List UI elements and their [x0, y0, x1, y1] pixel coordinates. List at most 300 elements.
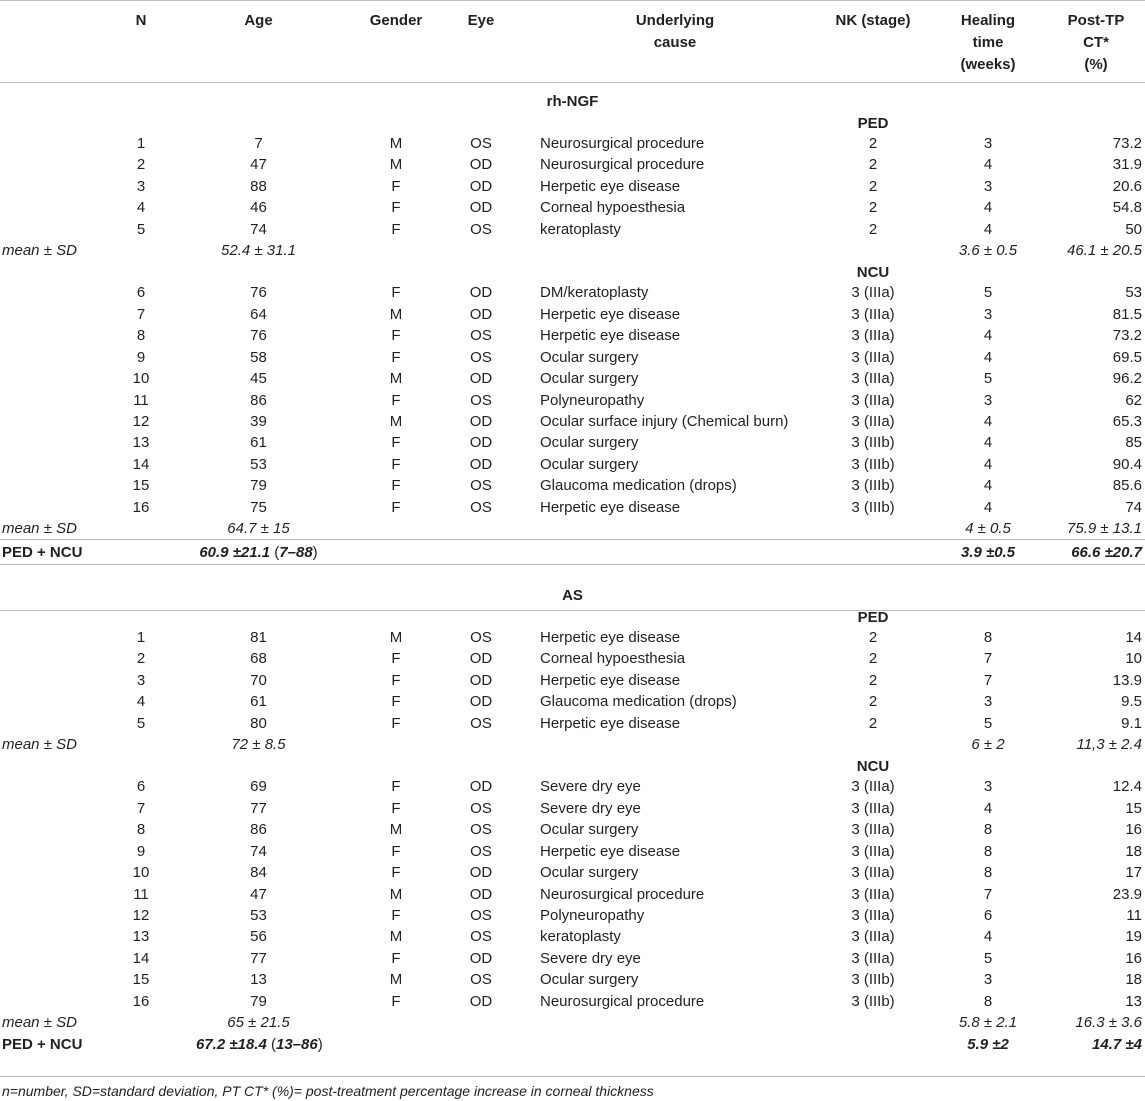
- cell-eye: OD: [469, 370, 493, 388]
- mean-healing-time: 5.8 ± 2.1: [958, 1014, 1018, 1032]
- table-row: [0, 133, 1145, 154]
- cell-age: 13: [250, 971, 267, 989]
- mean-age: 72 ± 8.5: [231, 736, 286, 754]
- cell-gender: F: [391, 199, 401, 217]
- cell-n: 10: [132, 370, 150, 388]
- cell-age: 45: [250, 370, 267, 388]
- cell-heal: 3: [983, 778, 993, 796]
- cell-nk: 3 (IIIa): [851, 412, 895, 430]
- header-eye: Eye: [467, 12, 495, 29]
- cell-n: 13: [132, 928, 150, 946]
- mean-post-tp-ct: 75.9 ± 13.1: [1067, 520, 1142, 538]
- cell-cause: Polyneuropathy: [540, 906, 645, 924]
- total-age-mean: 60.9: [199, 544, 229, 562]
- cell-eye: OD: [469, 693, 493, 711]
- cell-heal: 4: [983, 434, 993, 452]
- cell-n: 4: [136, 199, 146, 217]
- table-row: [0, 948, 1145, 969]
- cell-gender: F: [391, 714, 401, 732]
- cell-cause: Ocular surgery: [540, 864, 639, 882]
- total-post-mean: 14.7: [1092, 1036, 1122, 1054]
- total-post-tp-ct: [1050, 542, 1142, 563]
- cell-n: 13: [132, 434, 150, 452]
- cell-heal: 8: [983, 864, 993, 882]
- cell-gender: M: [389, 971, 403, 989]
- table-row: [0, 862, 1145, 883]
- cell-cause: Ocular surgery: [540, 455, 639, 473]
- cell-age: 81: [250, 629, 267, 646]
- cell-cause: Severe dry eye: [540, 949, 641, 967]
- total-age-range: 13–86: [275, 1036, 318, 1054]
- cell-eye: OS: [470, 391, 492, 409]
- mean-sd-label: mean ± SD: [2, 520, 77, 538]
- total-healing-time: [944, 542, 1032, 563]
- table-row: [0, 282, 1145, 303]
- cell-age: 64: [250, 305, 267, 323]
- mean-post-tp-ct: 11,3 ± 2.4: [1076, 736, 1142, 754]
- cell-eye: OS: [470, 821, 492, 839]
- mean-sd-label: mean ± SD: [2, 242, 77, 260]
- table-row: [0, 670, 1145, 691]
- cell-gender: F: [391, 778, 401, 796]
- cell-heal: 7: [983, 885, 993, 903]
- table-row: [0, 819, 1145, 840]
- cell-eye: OS: [470, 629, 492, 646]
- cell-gender: F: [391, 348, 401, 366]
- cell-nk: 3 (IIIa): [851, 327, 895, 345]
- cell-cause: Herpetic eye disease: [540, 671, 681, 689]
- section-heading: PED: [857, 115, 889, 132]
- cell-n: 8: [136, 821, 146, 839]
- table-row: [0, 411, 1145, 432]
- cell-n: 3: [136, 671, 146, 689]
- cell-cause: Ocular surface injury (Chemical burn): [540, 412, 789, 430]
- section-heading: NCU: [856, 264, 890, 282]
- cell-heal: 3: [983, 971, 993, 989]
- cell-post: 73.2: [1112, 327, 1142, 345]
- cell-gender: F: [391, 864, 401, 882]
- cell-gender: M: [389, 928, 403, 946]
- cell-age: 70: [250, 671, 267, 689]
- total-age-range: 7–88: [279, 544, 313, 562]
- table-row: [0, 776, 1145, 797]
- cell-nk: 3 (IIIa): [851, 949, 895, 967]
- cell-heal: 5: [983, 284, 993, 302]
- total-row: [0, 542, 1145, 563]
- cell-n: 11: [133, 885, 149, 903]
- cell-age: 61: [250, 693, 267, 711]
- cell-age: 79: [250, 992, 267, 1010]
- cell-post: 53: [1125, 284, 1142, 302]
- mean-age: 64.7 ± 15: [227, 520, 290, 538]
- cell-eye: OD: [469, 177, 493, 195]
- cell-cause: Neurosurgical procedure: [540, 992, 705, 1010]
- cell-age: 58: [250, 348, 267, 366]
- cell-heal: 4: [983, 327, 993, 345]
- table-row: [0, 841, 1145, 862]
- cell-cause: Severe dry eye: [540, 799, 641, 817]
- total-post-sd: ±4: [1125, 1036, 1142, 1054]
- cell-gender: M: [389, 305, 403, 323]
- cell-heal: 4: [983, 199, 993, 217]
- cell-nk: 3 (IIIb): [851, 498, 895, 516]
- cell-post: 74: [1125, 498, 1142, 516]
- section-heading: PED: [857, 609, 889, 626]
- cell-post: 81.5: [1112, 305, 1142, 323]
- cell-n: 16: [132, 498, 150, 516]
- cell-nk: 3 (IIIa): [851, 284, 895, 302]
- cell-cause: Herpetic eye disease: [540, 177, 681, 195]
- cell-gender: F: [391, 498, 401, 516]
- cell-heal: 4: [983, 156, 993, 174]
- cell-post: 17: [1125, 864, 1142, 882]
- header-healing-time: Healing time (weeks): [960, 12, 1016, 73]
- cell-gender: M: [389, 135, 403, 152]
- cell-cause: Neurosurgical procedure: [540, 135, 705, 152]
- cell-post: 19: [1125, 928, 1142, 946]
- cell-n: 10: [132, 864, 150, 882]
- header-n: N: [135, 12, 147, 29]
- cell-age: 74: [250, 220, 267, 238]
- table-row: [0, 926, 1145, 947]
- cell-post: 31.9: [1112, 156, 1142, 174]
- cell-heal: 5: [983, 714, 993, 732]
- cell-gender: F: [391, 391, 401, 409]
- cell-post: 90.4: [1112, 455, 1142, 473]
- cell-heal: 4: [983, 348, 993, 366]
- cell-post: 10: [1125, 650, 1142, 668]
- cell-nk: 3 (IIIb): [851, 477, 895, 495]
- cell-n: 6: [136, 778, 146, 796]
- cell-heal: 8: [983, 842, 993, 860]
- table-row: [0, 390, 1145, 411]
- cell-cause: Corneal hypoesthesia: [540, 199, 686, 217]
- table-row: [0, 713, 1145, 734]
- cell-n: 6: [136, 284, 146, 302]
- cell-cause: Herpetic eye disease: [540, 714, 681, 732]
- header-age: Age: [244, 12, 273, 29]
- table-row: [0, 454, 1145, 475]
- cell-post: 16: [1125, 821, 1142, 839]
- cell-heal: 3: [983, 305, 993, 323]
- table-row: [0, 154, 1145, 175]
- cell-age: 88: [250, 177, 267, 195]
- cell-nk: 3 (IIIb): [851, 971, 895, 989]
- cell-nk: 3 (IIIb): [851, 434, 895, 452]
- mean-age: 52.4 ± 31.1: [221, 242, 296, 260]
- cell-n: 9: [136, 842, 146, 860]
- cell-heal: 4: [983, 220, 993, 238]
- total-age: 67.2 ±18.4 (13–86): [196, 1036, 323, 1054]
- cell-gender: F: [391, 220, 401, 238]
- cell-heal: 7: [983, 671, 993, 689]
- header-gender: Gender: [369, 12, 423, 29]
- cell-post: 13.9: [1112, 671, 1142, 689]
- cell-heal: 6: [983, 906, 993, 924]
- total-label: PED + NCU: [2, 544, 83, 562]
- table-row: [0, 475, 1145, 496]
- cell-n: 7: [136, 305, 146, 323]
- cell-eye: OD: [469, 156, 493, 174]
- cell-n: 16: [132, 992, 150, 1010]
- cell-gender: F: [391, 284, 401, 302]
- cell-eye: OD: [469, 199, 493, 217]
- total-heal-sd: ±2: [992, 1036, 1009, 1054]
- table-row: [0, 197, 1145, 218]
- cell-post: 18: [1125, 971, 1142, 989]
- total-age: 60.9 ±21.1 (7–88): [199, 544, 318, 562]
- header-post-tp-ct: Post-TP CT* (%): [1067, 12, 1125, 73]
- cell-n: 12: [132, 412, 150, 430]
- cell-eye: OD: [469, 412, 493, 430]
- total-top-rule: [0, 539, 1145, 540]
- mean-healing-time: 6 ± 2: [971, 736, 1005, 754]
- as-group-rule: [0, 610, 1145, 611]
- cell-eye: OS: [470, 971, 492, 989]
- cell-n: 7: [136, 799, 146, 817]
- table-row: [0, 176, 1145, 197]
- cell-gender: M: [389, 885, 403, 903]
- group-heading: AS: [562, 587, 583, 604]
- header-rule: [0, 82, 1145, 83]
- cell-cause: Ocular surgery: [540, 348, 639, 366]
- cell-age: 84: [250, 864, 267, 882]
- cell-cause: keratoplasty: [540, 928, 621, 946]
- cell-cause: Ocular surgery: [540, 370, 639, 388]
- cell-nk: 2: [868, 177, 878, 195]
- cell-nk: 2: [868, 156, 878, 174]
- cell-post: 11: [1126, 906, 1142, 924]
- cell-n: 1: [136, 629, 146, 646]
- cell-post: 62: [1125, 391, 1142, 409]
- cell-eye: OD: [469, 284, 493, 302]
- cell-gender: M: [389, 370, 403, 388]
- table-row: [0, 991, 1145, 1012]
- cell-post: 69.5: [1112, 348, 1142, 366]
- cell-gender: M: [389, 156, 403, 174]
- table-row: [0, 884, 1145, 905]
- cell-n: 2: [136, 156, 146, 174]
- mean-healing-time: 4 ± 0.5: [965, 520, 1011, 538]
- cell-age: 76: [250, 284, 267, 302]
- cell-eye: OS: [470, 348, 492, 366]
- cell-age: 7: [254, 135, 263, 152]
- cell-nk: 2: [868, 199, 878, 217]
- cell-n: 14: [132, 455, 150, 473]
- cell-n: 12: [132, 906, 150, 924]
- cell-heal: 3: [983, 693, 993, 711]
- cell-n: 8: [136, 327, 146, 345]
- cell-nk: 2: [868, 714, 878, 732]
- mean-sd-row: [0, 1012, 1145, 1033]
- table-row: [0, 691, 1145, 712]
- cell-nk: 2: [868, 629, 878, 646]
- cell-age: 69: [250, 778, 267, 796]
- top-rule: [0, 0, 1145, 1]
- total-heal-mean: 5.9: [967, 1036, 989, 1054]
- total-post-sd: ±20.7: [1104, 544, 1142, 562]
- cell-gender: M: [389, 412, 403, 430]
- cell-age: 75: [250, 498, 267, 516]
- cell-n: 15: [132, 477, 150, 495]
- cell-n: 4: [136, 693, 146, 711]
- mean-sd-row: [0, 734, 1145, 755]
- cell-nk: 3 (IIIa): [851, 906, 895, 924]
- cell-cause: Glaucoma medication (drops): [540, 477, 737, 495]
- cell-eye: OS: [470, 799, 492, 817]
- table-row: [0, 347, 1145, 368]
- bottom-rule: [0, 1076, 1145, 1077]
- cell-heal: 7: [983, 650, 993, 668]
- table-row: [0, 627, 1145, 648]
- cell-post: 18: [1125, 842, 1142, 860]
- cell-age: 74: [250, 842, 267, 860]
- cell-post: 16: [1125, 949, 1142, 967]
- header-underlying-cause: Underlying cause: [635, 12, 715, 51]
- total-age-mean: 67.2: [196, 1036, 226, 1054]
- footnote: n=number, SD=standard deviation, PT CT* (%)= post-treatment percentage increase in corneal thickness: [2, 1083, 654, 1099]
- cell-eye: OS: [470, 135, 492, 152]
- cell-heal: 4: [983, 455, 993, 473]
- cell-cause: Glaucoma medication (drops): [540, 693, 737, 711]
- section-heading: NCU: [856, 758, 890, 776]
- table-row: [0, 905, 1145, 926]
- cell-gender: F: [391, 327, 401, 345]
- mean-sd-row: [0, 240, 1145, 261]
- cell-gender: F: [391, 671, 401, 689]
- cell-age: 53: [250, 906, 267, 924]
- cell-nk: 2: [868, 135, 878, 152]
- cell-n: 2: [136, 650, 146, 668]
- total-bottom-rule: [0, 564, 1145, 565]
- cell-n: 15: [132, 971, 150, 989]
- cell-post: 85: [1125, 434, 1142, 452]
- cell-cause: Polyneuropathy: [540, 391, 645, 409]
- cell-eye: OD: [469, 455, 493, 473]
- cell-n: 11: [133, 391, 149, 409]
- cell-eye: OD: [469, 671, 493, 689]
- cell-age: 80: [250, 714, 267, 732]
- cell-age: 46: [250, 199, 267, 217]
- cell-gender: M: [389, 629, 403, 646]
- cell-age: 68: [250, 650, 267, 668]
- cell-post: 13: [1125, 992, 1142, 1010]
- total-age-sd: ±21.1: [232, 544, 271, 562]
- cell-age: 39: [250, 412, 267, 430]
- cell-n: 5: [136, 714, 146, 732]
- cell-gender: F: [391, 992, 401, 1010]
- total-row: [0, 1034, 1145, 1055]
- cell-heal: 4: [983, 498, 993, 516]
- cell-eye: OD: [469, 778, 493, 796]
- cell-cause: Ocular surgery: [540, 971, 639, 989]
- cell-n: 3: [136, 177, 146, 195]
- cell-heal: 3: [983, 177, 993, 195]
- cell-heal: 8: [983, 821, 993, 839]
- cell-cause: keratoplasty: [540, 220, 621, 238]
- cell-gender: F: [391, 477, 401, 495]
- cell-age: 77: [250, 799, 267, 817]
- cell-nk: 3 (IIIa): [851, 821, 895, 839]
- cell-eye: OD: [469, 864, 493, 882]
- total-post-tp-ct: [1050, 1034, 1142, 1055]
- cell-post: 9.5: [1121, 693, 1142, 711]
- cell-nk: 3 (IIIa): [851, 370, 895, 388]
- cell-cause: Herpetic eye disease: [540, 305, 681, 323]
- cell-post: 14: [1125, 629, 1142, 646]
- table-row: [0, 432, 1145, 453]
- cell-heal: 4: [983, 928, 993, 946]
- cell-nk: 3 (IIIa): [851, 842, 895, 860]
- cell-nk: 3 (IIIa): [851, 799, 895, 817]
- cell-gender: F: [391, 693, 401, 711]
- table-row: [0, 497, 1145, 518]
- cell-cause: Neurosurgical procedure: [540, 156, 705, 174]
- cell-heal: 5: [983, 370, 993, 388]
- cell-nk: 2: [868, 650, 878, 668]
- cell-age: 47: [250, 156, 267, 174]
- header-nk-stage: NK (stage): [835, 12, 911, 29]
- cell-eye: OS: [470, 327, 492, 345]
- cell-cause: DM/keratoplasty: [540, 284, 649, 302]
- cell-age: 76: [250, 327, 267, 345]
- cell-post: 20.6: [1112, 177, 1142, 195]
- cell-eye: OS: [470, 498, 492, 516]
- cell-nk: 3 (IIIa): [851, 778, 895, 796]
- cell-cause: Herpetic eye disease: [540, 629, 681, 646]
- cell-eye: OS: [470, 220, 492, 238]
- cell-post: 65.3: [1112, 412, 1142, 430]
- table-row: [0, 969, 1145, 990]
- cell-heal: 3: [983, 391, 993, 409]
- cell-cause: Ocular surgery: [540, 821, 639, 839]
- cell-nk: 3 (IIIa): [851, 348, 895, 366]
- cell-gender: F: [391, 842, 401, 860]
- table-row: [0, 648, 1145, 669]
- mean-sd-row: [0, 518, 1145, 539]
- mean-healing-time: 3.6 ± 0.5: [958, 242, 1018, 260]
- cell-eye: OS: [470, 906, 492, 924]
- cell-eye: OS: [470, 714, 492, 732]
- cell-gender: F: [391, 949, 401, 967]
- cell-nk: 2: [868, 671, 878, 689]
- total-post-mean: 66.6: [1071, 544, 1101, 562]
- group-heading: rh-NGF: [546, 93, 599, 110]
- cell-post: 50: [1125, 220, 1142, 238]
- total-heal-mean: 3.9: [960, 544, 982, 562]
- cell-nk: 3 (IIIa): [851, 885, 895, 903]
- cell-heal: 4: [983, 477, 993, 495]
- cell-nk: 3 (IIIb): [851, 455, 895, 473]
- cell-n: 5: [136, 220, 146, 238]
- cell-eye: OD: [469, 992, 493, 1010]
- table-row: [0, 368, 1145, 389]
- cell-heal: 4: [983, 799, 993, 817]
- mean-post-tp-ct: 46.1 ± 20.5: [1067, 242, 1142, 260]
- cell-age: 61: [250, 434, 267, 452]
- cell-eye: OS: [470, 477, 492, 495]
- cell-cause: Neurosurgical procedure: [540, 885, 705, 903]
- total-age-sd: ±18.4: [229, 1036, 267, 1054]
- cell-cause: Herpetic eye disease: [540, 498, 681, 516]
- table-row: [0, 304, 1145, 325]
- cell-gender: F: [391, 177, 401, 195]
- cell-gender: F: [391, 906, 401, 924]
- cell-eye: OS: [470, 928, 492, 946]
- cell-nk: 3 (IIIa): [851, 864, 895, 882]
- cell-post: 96.2: [1112, 370, 1142, 388]
- cell-nk: 3 (IIIb): [851, 992, 895, 1010]
